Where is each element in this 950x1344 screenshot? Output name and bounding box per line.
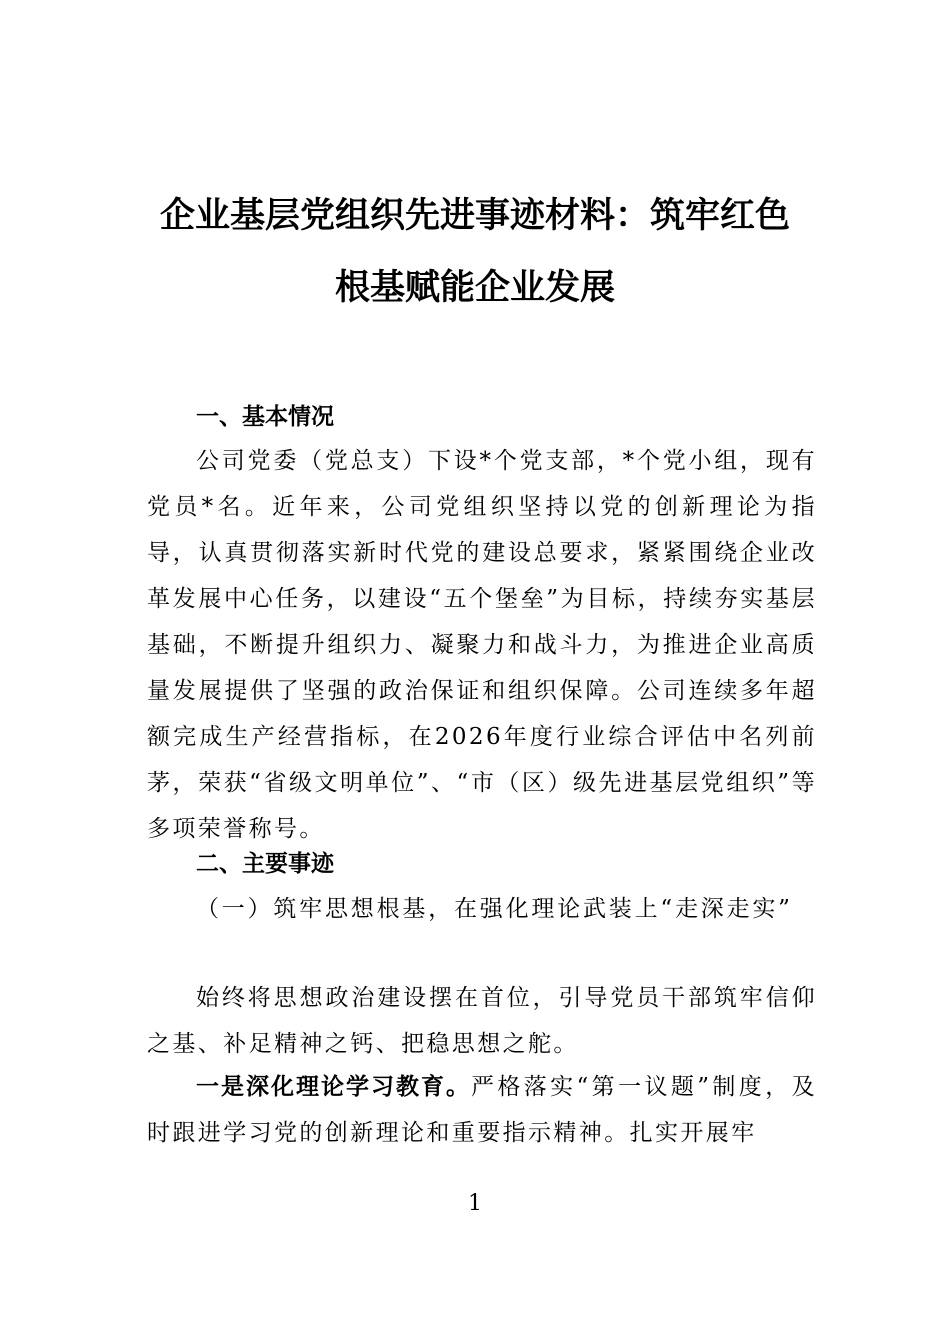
section-heading-main-deeds: 二、主要事迹 xyxy=(196,851,334,877)
section-heading-basic-info: 一、基本情况 xyxy=(196,404,334,430)
point-body-text: 严格落实“第一议题”制度，及时跟进学习党的创新理论和重要指示精神。扎实开展牢 xyxy=(147,1074,818,1146)
page-number: 1 xyxy=(468,1191,482,1216)
section-paragraph-basic-info: 公司党委（党总支）下设*个党支部，*个党小组，现有党员*名。近年来，公司党组织坚持以党的创新理论为指导，认真贯彻落实新时代党的建设总要求，紧紧围绕企业改革发展中心任务，以建设“五个堡垒”为目标，持续夯实基层基础，不断提升组织力、凝聚力和战斗力，为推进企业高质量发展提供了坚强的政治保证和组织保障。公司连续多年超额完成生产经营指标，在2026年度行业综合评估中名列前茅，荣获“省级文明单位”、“市（区）级先进基层党组织”等多项荣誉称号。 xyxy=(147,448,817,842)
document-title-line-1: 企业基层党组织先进事迹材料：筑牢红色 xyxy=(159,196,790,236)
point-lead-text: 一是深化理论学习教育。 xyxy=(196,1074,471,1100)
subsection-intro-paragraph: 始终将思想政治建设摆在首位，引导党员干部筑牢信仰之基、补足精神之钙、把稳思想之舵。 xyxy=(147,985,817,1057)
point-paragraph-1 xyxy=(147,1064,817,1156)
subsection-heading-1: （一）筑牢思想根基，在强化理论武装上“走深走实” xyxy=(196,896,793,922)
document-title-line-2: 根基赋能企业发展 xyxy=(334,268,615,308)
